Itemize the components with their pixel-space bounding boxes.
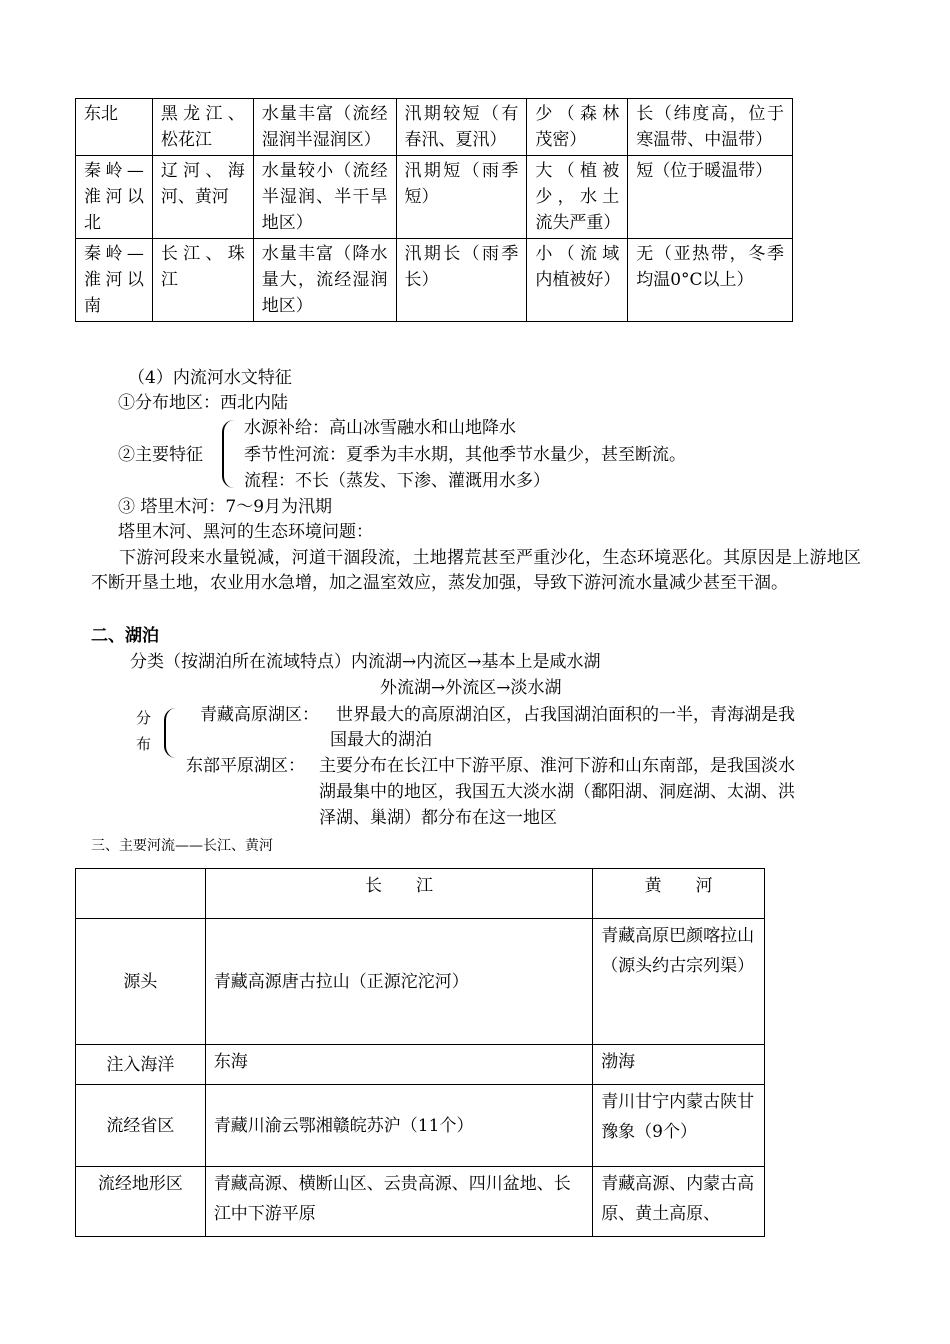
lake-class-line-2: 外流湖→外流区→淡水湖 — [380, 678, 562, 698]
table-row — [76, 156, 793, 239]
table-cell: 水量丰富（降水量大，流经湿润地区） — [253, 239, 396, 322]
lake-class-line-1: 分类（按湖泊所在流域特点）内流湖→内流区→基本上是咸水湖 — [130, 652, 601, 672]
major-rivers-table — [75, 868, 765, 1237]
table-cell: 汛期长（雨季长） — [396, 239, 527, 322]
inland-feature-1: 水源补给：高山冰雪融水和山地降水 — [244, 418, 516, 438]
east-text-3: 泽湖、巢湖）都分布在这一地区 — [319, 808, 557, 828]
table-cell: 青藏高源唐古拉山（正源沱沱河） — [205, 919, 592, 1045]
river-hydrology-table — [75, 98, 793, 322]
table-cell: 汛期较短（有春汛、夏汛） — [396, 99, 527, 156]
table-cell: 黑龙江、松花江 — [152, 99, 253, 156]
table-cell: 青川甘宁内蒙古陕甘豫象（9个） — [593, 1085, 765, 1167]
qz-title: 青藏高原湖区： — [200, 705, 319, 725]
qz-text-1: 世界最大的高原湖泊区，占我国湖泊面积的一半，青海湖是我 — [336, 705, 795, 725]
table-cell: 渤海 — [593, 1045, 765, 1085]
qz-text-2: 国最大的湖泊 — [330, 730, 432, 750]
table-cell: 东海 — [205, 1045, 592, 1085]
east-text-1: 主要分布在长江中下游平原、淮河下游和山东南部，是我国淡水 — [319, 756, 795, 776]
table-cell: 少（森林茂密） — [527, 99, 628, 156]
table-cell: 长（纬度高，位于寒温带、中温带） — [628, 99, 793, 156]
table-cell: 汛期短（雨季短） — [396, 156, 527, 239]
col-yangtze: 长 江 — [205, 869, 592, 919]
row-label: 源头 — [76, 919, 206, 1045]
brace-icon — [222, 420, 234, 488]
table-cell: 青藏高源、内蒙古高原、黄土高原、 — [593, 1167, 765, 1237]
row-label: 流经地形区 — [76, 1167, 206, 1237]
table-cell: 长江、珠江 — [152, 239, 253, 322]
table-cell: 水量较小（流经半湿润、半干旱地区） — [253, 156, 396, 239]
table-cell: 水量丰富（流经湿润半湿润区） — [253, 99, 396, 156]
table-cell: 秦岭—淮河以南 — [76, 239, 153, 322]
table-row — [76, 1045, 765, 1085]
table-cell: 东北 — [76, 99, 153, 156]
table-cell: 辽河、海河、黄河 — [152, 156, 253, 239]
brace-icon — [164, 708, 176, 758]
inland-feature-3: 流程：不长（蒸发、下渗、灌溉用水多） — [244, 471, 550, 491]
lakes-heading: 二、湖泊 — [91, 626, 159, 646]
rivers-heading: 三、主要河流——长江、黄河 — [91, 838, 273, 854]
table-row — [76, 919, 765, 1045]
table-cell: 小（流域内植被好） — [527, 239, 628, 322]
table-cell: 无（亚热带，冬季均温0°C以上） — [628, 239, 793, 322]
table-row — [76, 239, 793, 322]
table-row — [76, 1085, 765, 1167]
table-cell: 秦岭—淮河以北 — [76, 156, 153, 239]
east-title: 东部平原湖区： — [186, 756, 305, 776]
table-row — [76, 1167, 765, 1237]
table-row — [76, 99, 793, 156]
inland-area: ①分布地区：西北内陆 — [118, 393, 288, 413]
col-yellow: 黄 河 — [593, 869, 765, 919]
dist-label-1: 分 — [136, 709, 152, 727]
table-cell: 大（植被少，水土流失严重） — [527, 156, 628, 239]
tarim-flood: ③ 塔里木河：7～9月为汛期 — [118, 497, 333, 517]
east-text-2: 湖最集中的地区，我国五大淡水湖（鄱阳湖、洞庭湖、太湖、洪 — [319, 782, 795, 802]
table-header-row — [76, 869, 765, 919]
row-label: 注入海洋 — [76, 1045, 206, 1085]
dist-label-2: 布 — [136, 735, 152, 753]
table-cell: 短（位于暖温带） — [628, 156, 793, 239]
eco-title: 塔里木河、黑河的生态环境问题： — [118, 522, 373, 542]
row-label: 流经省区 — [76, 1085, 206, 1167]
inland-heading: （4）内流河水文特征 — [128, 368, 292, 388]
eco-text: 下游河段来水量锐减，河道干涸段流，土地撂荒甚至严重沙化，生态环境恶化。其原因是上游地区不断开垦土地，农业用水急增，加之温室效应，蒸发加强，导致下游河流水量减少甚至干涸。 — [91, 548, 861, 593]
inland-main-label: ②主要特征 — [118, 445, 203, 465]
table-cell: 青藏高源、横断山区、云贵高源、四川盆地、长江中下游平原 — [205, 1167, 592, 1237]
table-cell: 青藏高原巴颜喀拉山（源头约古宗列渠） — [593, 919, 765, 1045]
table-cell: 青藏川渝云鄂湘赣皖苏沪（11个） — [205, 1085, 592, 1167]
inland-feature-2: 季节性河流：夏季为丰水期，其他季节水量少，甚至断流。 — [244, 445, 686, 465]
